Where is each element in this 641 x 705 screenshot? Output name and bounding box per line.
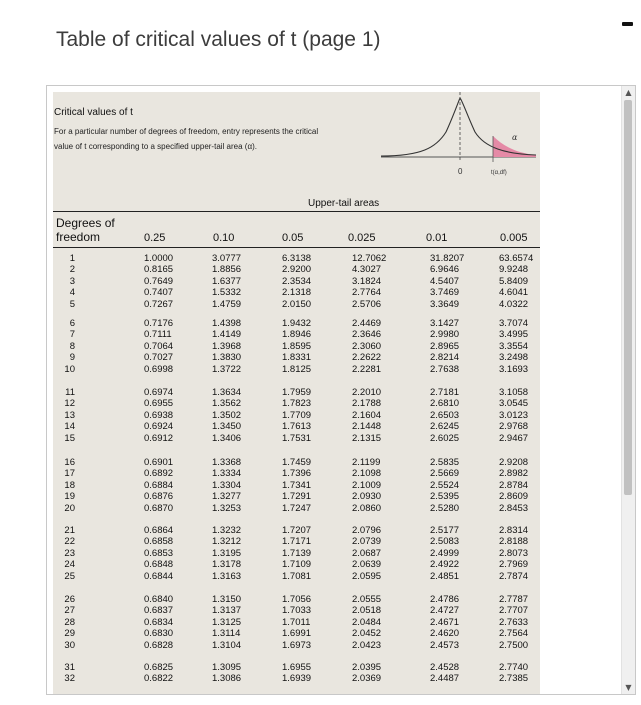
column-header: 0.01 — [426, 232, 448, 244]
table-row — [53, 559, 540, 570]
value-cell: 0.6955 — [144, 398, 174, 410]
value-cell: 1.3334 — [212, 468, 242, 480]
value-cell: 0.6858 — [144, 536, 174, 548]
table-row — [53, 287, 540, 298]
value-cell: 0.6998 — [144, 363, 174, 375]
alpha-label: α — [512, 133, 518, 142]
table-row — [53, 421, 540, 432]
value-cell: 1.3095 — [212, 662, 242, 673]
table-row — [53, 318, 540, 329]
df-header — [56, 216, 115, 244]
df-cell: 28 — [64, 616, 75, 628]
value-cell: 2.1315 — [352, 432, 382, 444]
value-cell: 5.8409 — [499, 275, 529, 287]
column-header: 0.05 — [282, 232, 304, 244]
df-cell: 27 — [64, 605, 75, 617]
value-cell: 0.6837 — [144, 605, 174, 617]
value-cell: 2.0484 — [352, 616, 382, 628]
value-cell: 2.2622 — [352, 352, 382, 364]
value-cell: 3.7469 — [430, 287, 460, 299]
value-cell: 2.1009 — [352, 479, 382, 491]
value-cell: 0.6853 — [144, 547, 174, 559]
value-cell: 2.7707 — [499, 605, 529, 617]
value-cell: 2.4727 — [430, 605, 460, 617]
value-cell: 2.4573 — [430, 639, 460, 651]
value-cell: 2.7564 — [499, 628, 529, 640]
value-cell: 2.8609 — [499, 491, 529, 503]
scroll-thumb[interactable] — [624, 100, 632, 495]
df-cell: 17 — [64, 468, 75, 480]
value-cell: 2.5706 — [352, 298, 382, 310]
value-cell: 2.9467 — [499, 432, 529, 444]
table-row — [53, 352, 540, 363]
value-cell: 1.3562 — [212, 398, 242, 410]
value-cell: 2.0150 — [282, 298, 312, 310]
df-cell: 7 — [69, 329, 75, 341]
value-cell: 2.1098 — [352, 468, 382, 480]
value-cell: 1.3634 — [212, 387, 242, 398]
value-cell: 0.6825 — [144, 662, 174, 673]
value-cell: 0.8165 — [144, 264, 174, 276]
value-cell: 1.7081 — [282, 570, 312, 582]
value-cell: 0.6924 — [144, 421, 174, 433]
value-cell: 3.7074 — [499, 318, 529, 329]
value-cell: 2.4786 — [430, 594, 460, 605]
value-cell: 1.4759 — [212, 298, 242, 310]
value-cell: 4.0322 — [499, 298, 529, 310]
scroll-down-icon[interactable]: ▼ — [625, 683, 632, 692]
scroll-up-icon[interactable]: ▲ — [625, 88, 632, 97]
value-cell: 1.3304 — [212, 479, 242, 491]
value-cell: 3.1693 — [499, 363, 529, 375]
value-cell: 1.3450 — [212, 421, 242, 433]
value-cell: 1.6991 — [282, 628, 312, 640]
value-cell: 9.9248 — [499, 264, 529, 276]
table-row — [53, 398, 540, 409]
value-cell: 0.6864 — [144, 525, 174, 536]
value-cell: 1.8946 — [282, 329, 312, 341]
value-cell: 2.1318 — [282, 287, 312, 299]
value-cell: 2.5524 — [430, 479, 460, 491]
value-cell: 1.7959 — [282, 387, 312, 398]
density-curve — [381, 98, 536, 156]
df-cell: 29 — [64, 628, 75, 640]
value-cell: 2.5280 — [430, 502, 460, 514]
value-cell: 1.7033 — [282, 605, 312, 617]
value-cell: 0.6828 — [144, 639, 174, 651]
value-cell: 1.6955 — [282, 662, 312, 673]
table-row — [53, 491, 540, 502]
table-row — [53, 536, 540, 547]
rule-line — [53, 211, 540, 212]
value-cell: 0.7176 — [144, 318, 174, 329]
value-cell: 1.4149 — [212, 329, 242, 341]
value-cell: 0.6901 — [144, 457, 174, 468]
value-cell: 2.4999 — [430, 547, 460, 559]
table-row — [53, 480, 540, 491]
table-row — [53, 594, 540, 605]
value-cell: 0.6892 — [144, 468, 174, 480]
df-cell: 6 — [69, 318, 75, 329]
df-cell: 18 — [64, 479, 75, 491]
value-cell: 1.7531 — [282, 432, 312, 444]
value-cell: 1.7709 — [282, 409, 312, 421]
value-cell: 0.7111 — [144, 329, 172, 341]
value-cell: 2.8982 — [499, 468, 529, 480]
rule-line — [53, 247, 540, 248]
value-cell: 2.6025 — [430, 432, 460, 444]
value-cell: 1.7459 — [282, 457, 312, 468]
value-cell: 1.3830 — [212, 352, 242, 364]
value-cell: 2.0518 — [352, 605, 382, 617]
value-cell: 0.6848 — [144, 559, 174, 571]
value-cell: 6.3138 — [282, 253, 312, 264]
value-cell: 31.8207 — [430, 253, 465, 264]
value-cell: 1.4398 — [212, 318, 242, 329]
value-cell: 2.0796 — [352, 525, 382, 536]
value-cell: 1.3163 — [212, 570, 242, 582]
value-cell: 2.0930 — [352, 491, 382, 503]
value-cell: 2.0687 — [352, 547, 382, 559]
value-cell: 2.7633 — [499, 616, 529, 628]
value-cell: 0.7027 — [144, 352, 174, 364]
value-cell: 2.9768 — [499, 421, 529, 433]
value-cell: 1.7341 — [282, 479, 312, 491]
value-cell: 1.8331 — [282, 352, 312, 364]
document-viewer[interactable] — [46, 85, 636, 695]
value-cell: 2.0395 — [352, 662, 382, 673]
value-cell: 3.3649 — [430, 298, 460, 310]
value-cell: 1.7056 — [282, 594, 312, 605]
value-cell: 1.7396 — [282, 468, 312, 480]
df-cell: 2 — [69, 264, 75, 276]
value-cell: 0.6830 — [144, 628, 174, 640]
value-cell: 3.3554 — [499, 340, 529, 352]
value-cell: 2.0595 — [352, 570, 382, 582]
df-cell: 8 — [69, 340, 75, 352]
value-cell: 6.9646 — [430, 264, 460, 276]
value-cell: 3.0545 — [499, 398, 529, 410]
df-cell: 16 — [64, 457, 75, 468]
value-cell: 2.4487 — [430, 673, 460, 685]
value-cell: 1.3253 — [212, 502, 242, 514]
table-row — [53, 329, 540, 340]
value-cell: 2.0639 — [352, 559, 382, 571]
value-cell: 1.3212 — [212, 536, 242, 548]
value-cell: 1.0000 — [144, 253, 174, 264]
value-cell: 2.1788 — [352, 398, 382, 410]
df-cell: 15 — [64, 432, 75, 444]
document-page — [53, 92, 540, 695]
value-cell: 2.4469 — [352, 318, 382, 329]
df-cell: 12 — [64, 398, 75, 410]
value-cell: 1.7011 — [282, 616, 311, 628]
table-row — [53, 299, 540, 310]
value-cell: 1.3502 — [212, 409, 242, 421]
table-row — [53, 253, 540, 264]
df-cell: 30 — [64, 639, 75, 651]
value-cell: 1.6973 — [282, 639, 312, 651]
df-cell: 26 — [64, 594, 75, 605]
value-cell: 1.7291 — [282, 491, 312, 503]
value-cell: 1.3232 — [212, 525, 242, 536]
t-distribution-figure — [381, 92, 540, 192]
value-cell: 2.4671 — [430, 616, 460, 628]
value-cell: 0.6884 — [144, 479, 174, 491]
value-cell: 4.3027 — [352, 264, 382, 276]
table-row — [53, 662, 540, 673]
value-cell: 0.7267 — [144, 298, 174, 310]
value-cell: 3.1824 — [352, 275, 382, 287]
df-cell: 11 — [65, 387, 75, 398]
value-cell: 1.3104 — [212, 639, 242, 651]
df-cell: 19 — [64, 491, 75, 503]
value-cell: 3.1058 — [499, 387, 529, 398]
value-cell: 1.3150 — [212, 594, 242, 605]
value-cell: 1.3178 — [212, 559, 242, 571]
value-cell: 2.8784 — [499, 479, 529, 491]
value-cell: 2.5395 — [430, 491, 460, 503]
value-cell: 0.6974 — [144, 387, 174, 398]
value-cell: 1.3137 — [212, 605, 242, 617]
df-cell: 23 — [64, 547, 75, 559]
value-cell: 0.6844 — [144, 570, 174, 582]
value-cell: 1.7207 — [282, 525, 312, 536]
value-cell: 2.6810 — [430, 398, 460, 410]
table-heading: Critical values of t — [54, 107, 133, 118]
value-cell: 0.7407 — [144, 287, 174, 299]
table-row — [53, 264, 540, 275]
table-row — [53, 468, 540, 479]
value-cell: 2.5177 — [430, 525, 460, 536]
value-cell: 1.3368 — [212, 457, 242, 468]
df-cell: 5 — [69, 298, 75, 310]
column-header: 0.025 — [348, 232, 376, 244]
value-cell: 3.0777 — [212, 253, 242, 264]
table-row — [53, 387, 540, 398]
value-cell: 1.3406 — [212, 432, 242, 444]
df-cell: 24 — [64, 559, 75, 571]
value-cell: 2.6245 — [430, 421, 460, 433]
df-cell: 32 — [64, 673, 75, 685]
value-cell: 2.3534 — [282, 275, 312, 287]
value-cell: 3.1427 — [430, 318, 460, 329]
value-cell: 1.3125 — [212, 616, 242, 628]
table-row — [53, 525, 540, 536]
value-cell: 2.6503 — [430, 409, 460, 421]
value-cell: 0.6822 — [144, 673, 174, 685]
value-cell: 4.6041 — [499, 287, 529, 299]
value-cell: 0.6912 — [144, 432, 174, 444]
value-cell: 2.3646 — [352, 329, 382, 341]
value-cell: 0.6938 — [144, 409, 174, 421]
df-cell: 25 — [64, 570, 75, 582]
df-cell: 13 — [64, 409, 75, 421]
value-cell: 2.9200 — [282, 264, 312, 276]
value-cell: 2.5835 — [430, 457, 460, 468]
table-row — [53, 503, 540, 514]
value-cell: 1.3277 — [212, 491, 242, 503]
value-cell: 0.6876 — [144, 491, 174, 503]
value-cell: 1.3195 — [212, 547, 242, 559]
df-cell: 22 — [64, 536, 75, 548]
value-cell: 2.9208 — [499, 457, 529, 468]
value-cell: 3.2498 — [499, 352, 529, 364]
table-row — [53, 410, 540, 421]
value-cell: 2.8453 — [499, 502, 529, 514]
df-cell: 10 — [64, 363, 75, 375]
value-cell: 2.3060 — [352, 340, 382, 352]
value-cell: 1.3722 — [212, 363, 242, 375]
column-header: 0.25 — [144, 232, 166, 244]
value-cell: 2.7969 — [499, 559, 529, 571]
value-cell: 2.0739 — [352, 536, 382, 548]
value-cell: 2.8073 — [499, 547, 529, 559]
value-cell: 2.7638 — [430, 363, 460, 375]
value-cell: 2.5669 — [430, 468, 460, 480]
value-cell: 2.7181 — [430, 387, 460, 398]
table-row — [53, 457, 540, 468]
value-cell: 3.0123 — [499, 409, 529, 421]
df-cell: 1 — [69, 253, 75, 264]
df-cell: 31 — [64, 662, 75, 673]
value-cell: 2.4528 — [430, 662, 460, 673]
value-cell: 2.8188 — [499, 536, 529, 548]
value-cell: 2.1604 — [352, 409, 382, 421]
value-cell: 1.9432 — [282, 318, 312, 329]
value-cell: 2.0452 — [352, 628, 382, 640]
df-header-line: Degrees of — [56, 216, 115, 230]
value-cell: 1.8856 — [212, 264, 242, 276]
value-cell: 2.0369 — [352, 673, 382, 685]
value-cell: 1.7109 — [282, 559, 312, 571]
value-cell: 1.3086 — [212, 673, 242, 685]
value-cell: 0.6870 — [144, 502, 174, 514]
value-cell: 3.4995 — [499, 329, 529, 341]
value-cell: 2.1199 — [352, 457, 381, 468]
table-row — [53, 341, 540, 352]
value-cell: 2.1448 — [352, 421, 382, 433]
scrollbar[interactable] — [621, 86, 635, 694]
df-cell: 4 — [69, 287, 75, 299]
table-row — [53, 433, 540, 444]
value-cell: 2.4851 — [430, 570, 460, 582]
value-cell: 2.7385 — [499, 673, 529, 685]
value-cell: 1.5332 — [212, 287, 242, 299]
value-cell: 0.7064 — [144, 340, 174, 352]
df-header-line: freedom — [56, 230, 101, 244]
upper-tail-label: Upper-tail areas — [308, 198, 380, 209]
value-cell: 2.2010 — [352, 387, 382, 398]
value-cell: 0.7649 — [144, 275, 174, 287]
column-header: 0.005 — [500, 232, 528, 244]
value-cell: 2.5083 — [430, 536, 460, 548]
value-cell: 2.4620 — [430, 628, 460, 640]
value-cell: 1.3114 — [212, 628, 241, 640]
value-cell: 1.8125 — [282, 363, 312, 375]
table-row — [53, 571, 540, 582]
value-cell: 1.6377 — [212, 275, 242, 287]
df-cell: 14 — [64, 421, 75, 433]
value-cell: 2.7764 — [352, 287, 382, 299]
value-cell: 1.6939 — [282, 673, 312, 685]
value-cell: 2.9980 — [430, 329, 460, 341]
value-cell: 0.6840 — [144, 594, 174, 605]
value-cell: 2.0860 — [352, 502, 382, 514]
table-row — [53, 673, 540, 684]
value-cell: 2.7500 — [499, 639, 529, 651]
value-cell: 4.5407 — [430, 275, 460, 287]
value-cell: 2.0555 — [352, 594, 382, 605]
zero-label: 0 — [458, 167, 463, 176]
value-cell: 12.7062 — [352, 253, 387, 264]
value-cell: 1.7823 — [282, 398, 312, 410]
value-cell: 2.8314 — [499, 525, 529, 536]
value-cell: 2.4922 — [430, 559, 460, 571]
t-critical-label: t(α,df) — [491, 170, 507, 176]
table-row — [53, 364, 540, 375]
table-row — [53, 640, 540, 651]
value-cell: 1.7247 — [282, 502, 312, 514]
table-row — [53, 276, 540, 287]
column-header: 0.10 — [213, 232, 235, 244]
value-cell: 1.7139 — [282, 547, 312, 559]
value-cell: 2.2281 — [352, 363, 382, 375]
value-cell: 2.0423 — [352, 639, 382, 651]
table-row — [53, 605, 540, 616]
df-cell: 20 — [64, 502, 75, 514]
df-cell: 21 — [64, 525, 75, 536]
value-cell: 2.7874 — [499, 570, 529, 582]
value-cell: 2.8214 — [430, 352, 460, 364]
table-description: For a particular number of degrees of freedom, entry represents the critical value of t corresponding to a specified upper-tail area (α). — [54, 127, 319, 151]
value-cell: 63.6574 — [499, 253, 534, 264]
table-row — [53, 548, 540, 559]
value-cell: 2.7740 — [499, 662, 529, 673]
value-cell: 2.8965 — [430, 340, 460, 352]
menu-icon[interactable] — [622, 22, 633, 26]
value-cell: 1.7613 — [282, 421, 312, 433]
value-cell: 0.6834 — [144, 616, 174, 628]
table-row — [53, 628, 540, 639]
table-row — [53, 617, 540, 628]
value-cell: 2.7787 — [499, 594, 529, 605]
df-cell: 3 — [69, 275, 75, 287]
page-title: Table of critical values of t (page 1) — [56, 28, 381, 51]
df-cell: 9 — [69, 352, 75, 364]
value-cell: 1.8595 — [282, 340, 312, 352]
value-cell: 1.7171 — [282, 536, 312, 548]
value-cell: 1.3968 — [212, 340, 242, 352]
